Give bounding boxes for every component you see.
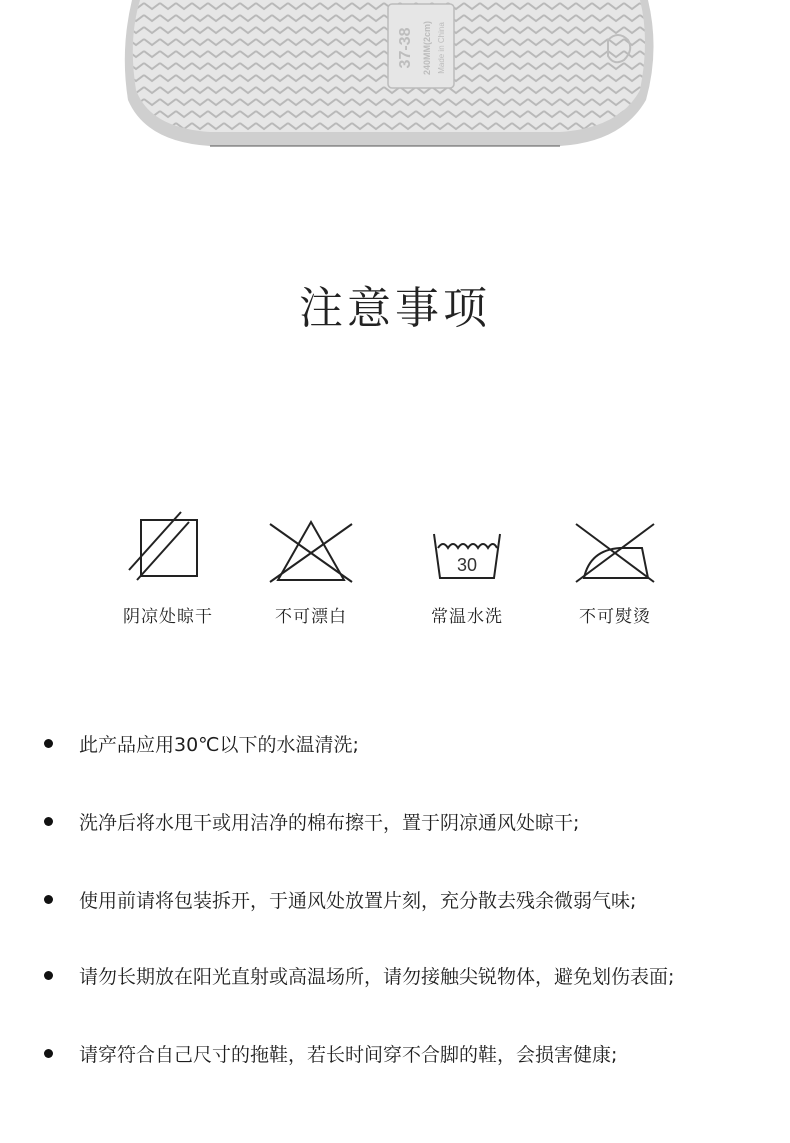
bullet-icon: [44, 739, 53, 748]
note-text: 使用前请将包装拆开，于通风处放置片刻，充分散去残余微弱气味;: [79, 890, 637, 912]
sole-made-in: Made in China: [437, 22, 446, 74]
list-item: [44, 886, 636, 913]
wash-temp-text: 30: [456, 555, 478, 575]
list-item: [44, 808, 579, 835]
no-bleach-icon: [266, 508, 356, 588]
bullet-icon: [44, 895, 53, 904]
sole-size-mark: 37-38: [397, 27, 414, 69]
bullet-icon: [44, 817, 53, 826]
care-label: 常温水洗: [431, 607, 503, 627]
dry-in-shade-icon: [123, 508, 213, 588]
care-item-no-iron: [540, 508, 690, 627]
note-text: 洗净后将水甩干或用洁净的棉布擦干，置于阴凉通风处晾干;: [79, 812, 580, 834]
bullet-icon: [44, 1049, 53, 1058]
sole-size-mm: 240MM(2cm): [422, 20, 432, 76]
bullet-icon: [44, 971, 53, 980]
care-item-no-bleach: [236, 508, 386, 627]
care-label: 阴凉处晾干: [123, 607, 213, 627]
care-item-wash-30: [392, 508, 542, 627]
list-item: [44, 962, 674, 989]
care-label: 不可熨烫: [579, 607, 651, 627]
note-text: 请穿符合自己尺寸的拖鞋，若长时间穿不合脚的鞋，会损害健康;: [79, 1044, 618, 1066]
no-iron-icon: [570, 508, 660, 588]
list-item: [44, 1040, 617, 1067]
care-label: 不可漂白: [275, 607, 347, 627]
wash-30-icon: [422, 508, 512, 588]
care-item-dry-shade: [93, 508, 243, 627]
page-title: 注意事项: [299, 283, 491, 334]
care-icons: [0, 508, 790, 648]
list-item: [44, 730, 359, 757]
note-text: 此产品应用30℃以下的水温清洗;: [79, 734, 359, 756]
slipper-sole-image: [0, 0, 790, 160]
note-text: 请勿长期放在阳光直射或高温场所，请勿接触尖锐物体，避免划伤表面;: [79, 966, 675, 988]
